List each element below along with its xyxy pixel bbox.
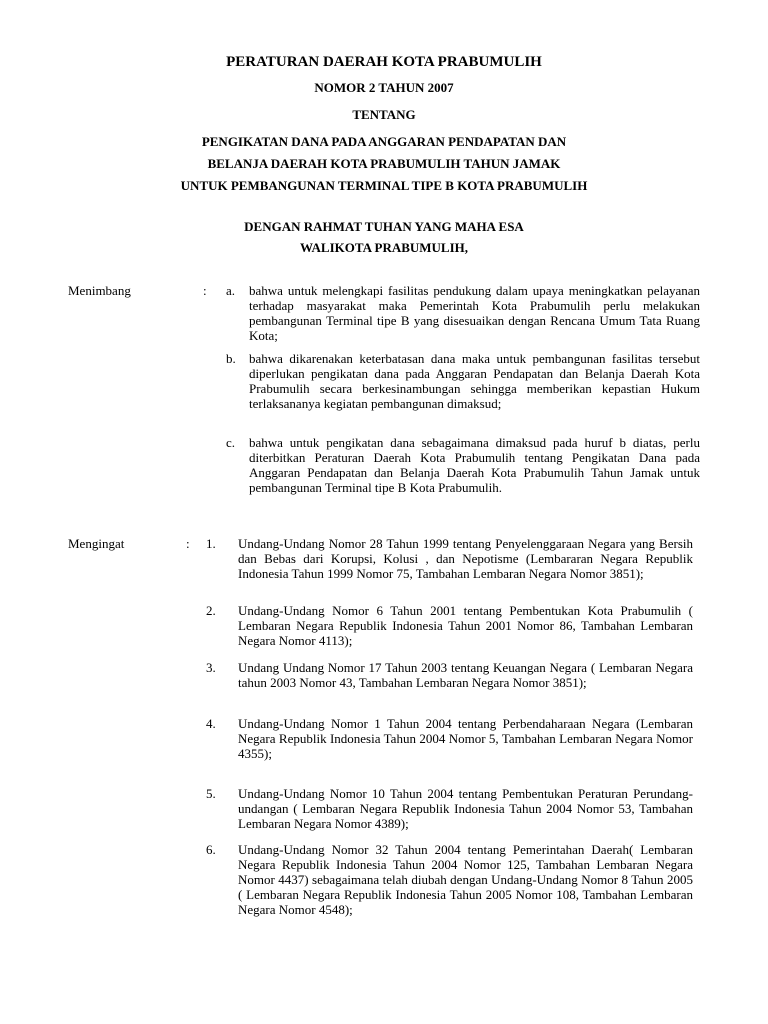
about-heading: TENTANG [352, 107, 416, 122]
mengingat-colon: : [186, 536, 190, 551]
menimbang-marker-b: b. [226, 351, 236, 366]
mengingat-marker-6: 6. [206, 842, 216, 857]
menimbang-item-b: bahwa dikarenakan keterbatasan dana maka untuk pembangunan fasilitas tersebut diperlukan pengikatan dana pada Anggaran Pendapatan dan Belanja Daerah Kota Prabumulih secara berkesinambungan sehingga memberikan kepastian Hukum terlaksananya kegiatan pembangunan dimaksud; [249, 351, 700, 411]
mengingat-item-2: Undang-Undang Nomor 6 Tahun 2001 tentang Pembentukan Kota Prabumulih ( Lembaran Negara Republik Indonesia Tahun 2001 Nomor 86, Tambahan Lembaran Negara Nomor 4113); [238, 603, 693, 648]
mengingat-marker-1: 1. [206, 536, 216, 551]
menimbang-item-c: bahwa untuk pengikatan dana sebagaimana dimaksud pada huruf b diatas, perlu diterbitkan Peraturan Daerah Kota Prabumulih tentang Pengikatan Dana pada Anggaran Pendapatan dan Belanja Daerah Kota Prabumulih Tahun Jamak untuk pembangunan Terminal tipe B Kota Prabumulih. [249, 435, 700, 495]
authority-line: WALIKOTA PRABUMULIH, [299, 240, 469, 255]
subject-line-2: BELANJA DAERAH KOTA PRABUMULIH TAHUN JAMAK [207, 156, 561, 171]
mengingat-marker-5: 5. [206, 786, 216, 801]
menimbang-marker-c: c. [226, 435, 236, 450]
regulation-number: NOMOR 2 TAHUN 2007 [314, 80, 454, 95]
mengingat-item-5: Undang-Undang Nomor 10 Tahun 2004 tentang Pembentukan Peraturan Perundang-undangan ( Lembaran Negara Republik Indonesia Tahun 2004 Nomor 53, Tambahan Lembaran Negara Nomor 4389); [238, 786, 693, 831]
mengingat-item-4: Undang-Undang Nomor 1 Tahun 2004 tentang Perbendaharaan Negara (Lembaran Negara Republik Indonesia Tahun 2004 Nomor 5, Tambahan Lembaran Negara Nomor 4355); [238, 716, 693, 761]
mengingat-item-3: Undang Undang Nomor 17 Tahun 2003 tentang Keuangan Negara ( Lembaran Negara tahun 2003 Nomor 43, Tambahan Lembaran Negara Nomor 3851); [238, 660, 693, 690]
menimbang-item-a: bahwa untuk melengkapi fasilitas pendukung dalam upaya meningkatkan pelayanan terhadap masyarakat maka Pemerintah Kota Prabumulih perlu melakukan pembangunan Terminal tipe B yang disesuaikan dengan Rencana Umum Tata Ruang Kota; [249, 283, 700, 343]
regulation-title: PERATURAN DAERAH KOTA PRABUMULIH [226, 54, 542, 70]
mengingat-label: Mengingat [68, 536, 125, 551]
mengingat-item-1: Undang-Undang Nomor 28 Tahun 1999 tentang Penyelenggaraan Negara yang Bersih dan Bebas dari Korupsi, Kolusi , dan Nepotisme (Lembararan Negara Republik Indonesia Tahun 1999 Nomor 75, Tambahan Lembaran Negara Nomor 3851); [238, 536, 693, 581]
subject-line-3: UNTUK PEMBANGUNAN TERMINAL TIPE B KOTA PRABUMULIH [180, 178, 588, 193]
mengingat-marker-2: 2. [206, 603, 216, 618]
menimbang-colon: : [203, 283, 207, 298]
mengingat-item-6: Undang-Undang Nomor 32 Tahun 2004 tentang Pemerintahan Daerah( Lembaran Negara Republik Indonesia Tahun 2004 Nomor 125, Tambahan Lembaran Negara Nomor 4437) sebagaimana telah diubah dengan Undang-Undang Nomor 8 Tahun 2005 ( Lembaran Negara Republik Indonesia Tahun 2005 Nomor 108, Tambahan Lembaran Negara Nomor 4548); [238, 842, 693, 917]
mengingat-marker-3: 3. [206, 660, 216, 675]
menimbang-label: Menimbang [68, 283, 131, 298]
mengingat-marker-4: 4. [206, 716, 216, 731]
menimbang-marker-a: a. [226, 283, 236, 298]
blessing-line: DENGAN RAHMAT TUHAN YANG MAHA ESA [244, 219, 524, 234]
subject-line-1: PENGIKATAN DANA PADA ANGGARAN PENDAPATAN DAN [201, 134, 567, 149]
